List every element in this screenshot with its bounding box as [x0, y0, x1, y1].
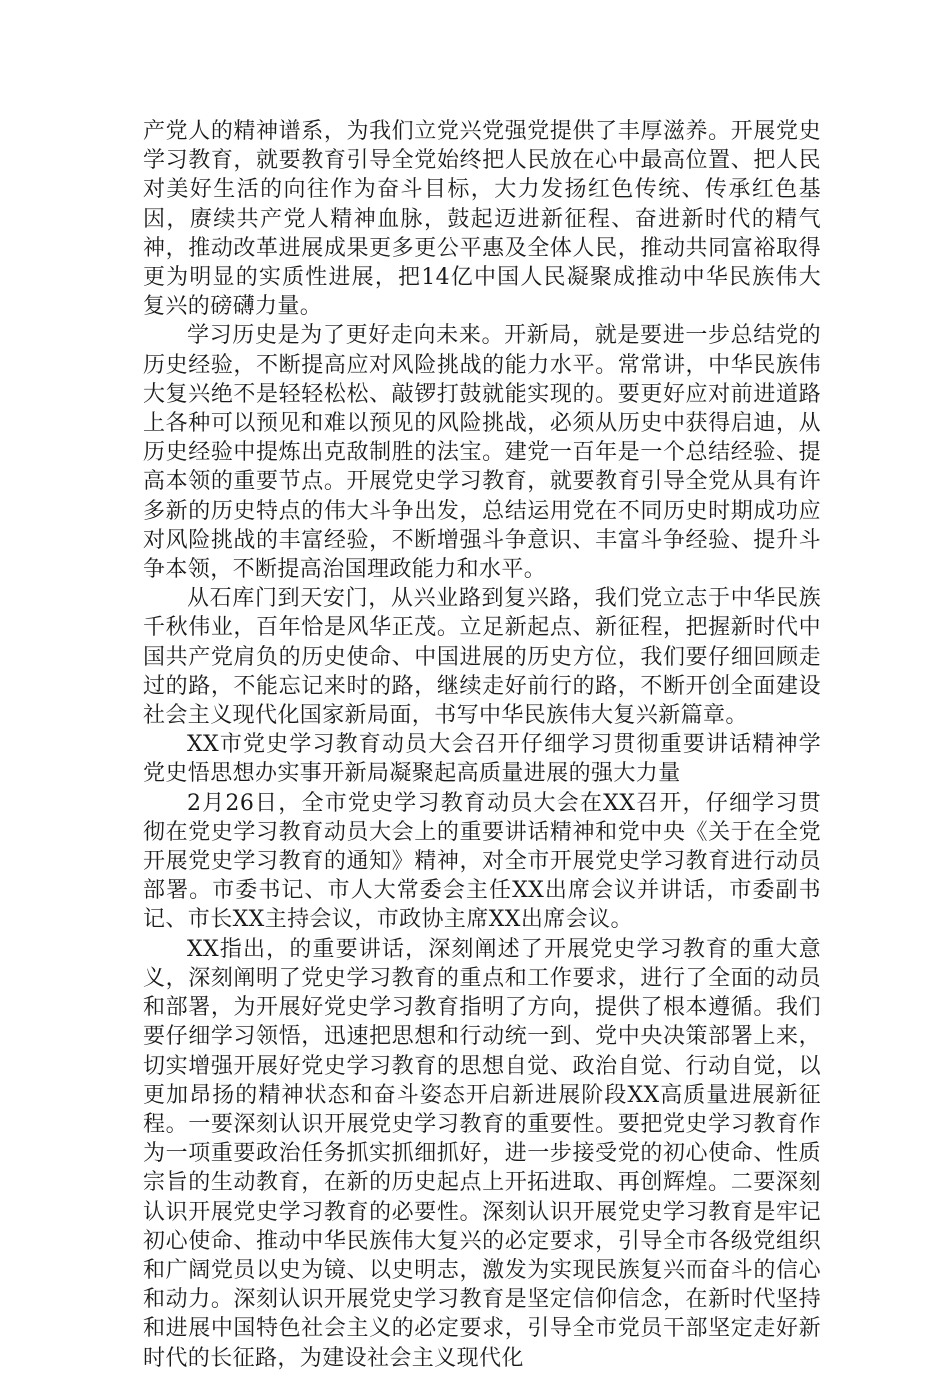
paragraph-5: 2月26日，全市党史学习教育动员大会在XX召开，仔细学习贯彻在党史学习教育动员大会上的重要讲话精神和党中央《关于在全党开展党史学习教育的通知》精神，对全市开展党史学习教育进行动员部署。市委书记、市人大常委会主任XX出席会议并讲话，市委副书记、市长XX主持会议，市政协主席XX出席会议。: [143, 790, 821, 933]
document-body: [143, 117, 821, 1373]
paragraph-3: 从石库门到天安门，从兴业路到复兴路，我们党立志于中华民族千秋伟业，百年恰是风华正茂。立足新起点、新征程，把握新时代中国共产党肩负的历史使命、中国进展的历史方位，我们要仔细回顾走过的路，不能忘记来时的路，继续走好前行的路，不断开创全面建设社会主义现代化国家新局面，书写中华民族伟大复兴新篇章。: [143, 586, 821, 729]
paragraph-6: XX指出，的重要讲话，深刻阐述了开展党史学习教育的重大意义，深刻阐明了党史学习教育的重点和工作要求，进行了全面的动员和部署，为开展好党史学习教育指明了方向，提供了根本遵循。我们要仔细学习领悟，迅速把思想和行动统一到、党中央决策部署上来，切实增强开展好党史学习教育的思想自觉、政治自觉、行动自觉，以更加昂扬的精神状态和奋斗姿态开启新进展阶段XX高质量进展新征程。一要深刻认识开展党史学习教育的重要性。要把党史学习教育作为一项重要政治任务抓实抓细抓好，进一步接受党的初心使命、性质宗旨的生动教育，在新的历史起点上开拓进取、再创辉煌。二要深刻认识开展党史学习教育的必要性。深刻认识开展党史学习教育是牢记初心使命、推动中华民族伟大复兴的必定要求，引导全市各级党组织和广阔党员以史为镜、以史明志，激发为实现民族复兴而奋斗的信心和动力。深刻认识开展党史学习教育是坚定信仰信念，在新时代坚持和进展中国特色社会主义的必定要求，引导全市党员干部坚定走好新时代的长征路，为建设社会主义现代化: [143, 936, 821, 1371]
paragraph-4-heading: XX市党史学习教育动员大会召开仔细学习贯彻重要讲话精神学党史悟思想办实事开新局凝聚起高质量进展的强大力量: [143, 732, 821, 787]
paragraph-2: 学习历史是为了更好走向未来。开新局，就是要进一步总结党的历史经验，不断提高应对风险挑战的能力水平。常常讲，中华民族伟大复兴绝不是轻轻松松、敲锣打鼓就能实现的。要更好应对前进道路上各种可以预见和难以预见的风险挑战，必须从历史中获得启迪，从历史经验中提炼出克敌制胜的法宝。建党一百年是一个总结经验、提高本领的重要节点。开展党史学习教育，就要教育引导全党从具有许多新的历史特点的伟大斗争出发，总结运用党在不同历史时期成功应对风险挑战的丰富经验，不断增强斗争意识、丰富斗争经验、提升斗争本领，不断提高治国理政能力和水平。: [143, 323, 821, 583]
paragraph-1: 产党人的精神谱系，为我们立党兴党强党提供了丰厚滋养。开展党史学习教育，就要教育引导全党始终把人民放在心中最高位置、把人民对美好生活的向往作为奋斗目标，大力发扬红色传统、传承红色基因，赓续共产党人精神血脉，鼓起迈进新征程、奋进新时代的精气神，推动改革进展成果更多更公平惠及全体人民，推动共同富裕取得更为明显的实质性进展，把14亿中国人民凝聚成推动中华民族伟大复兴的磅礴力量。: [143, 119, 821, 320]
